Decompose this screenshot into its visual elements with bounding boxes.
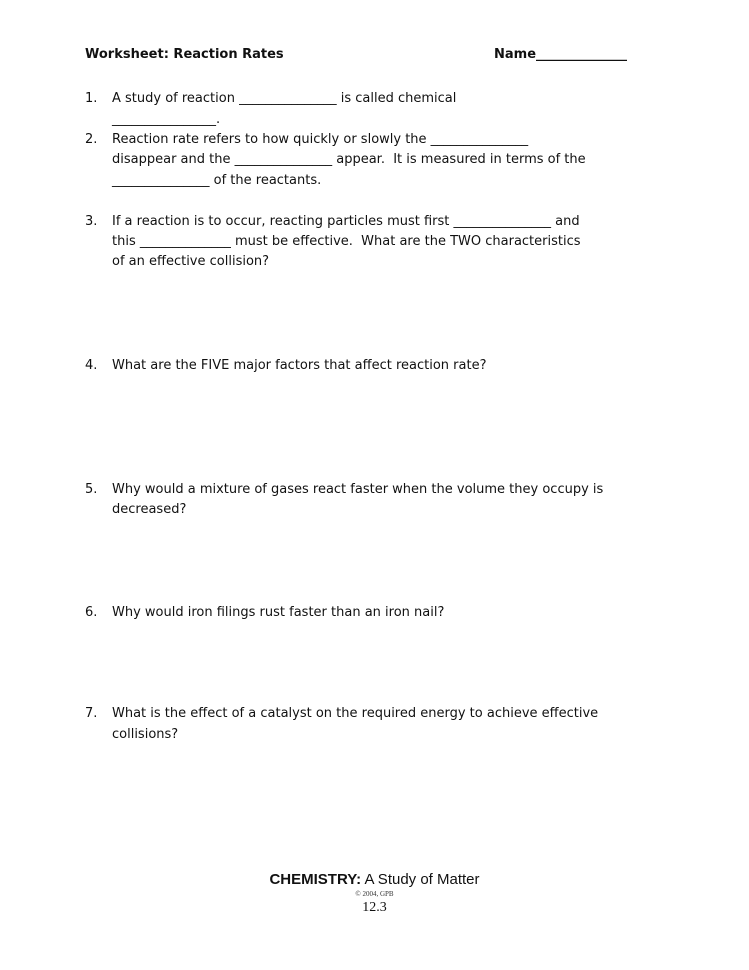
footer-brand <box>0 871 749 888</box>
question-number: 2. <box>85 132 98 147</box>
question-line: A study of reaction _______________ is called chemical <box>112 91 457 106</box>
question-line: Reaction rate refers to how quickly or slowly the _______________ <box>112 132 529 147</box>
footer-copyright: © 2004, GPB <box>355 890 394 898</box>
question-line: this ______________ must be effective. What are the TWO characteristics <box>112 234 581 249</box>
name-field[interactable]: Name______________ <box>494 47 628 62</box>
page-number: 12.3 <box>362 900 387 915</box>
question-line: disappear and the _______________ appear. It is measured in terms of the <box>112 152 586 167</box>
question-number: 1. <box>85 91 98 106</box>
question-line: ________________. <box>112 112 221 127</box>
question-number: 6. <box>85 605 98 620</box>
brand-rest: A Study of Matter <box>361 871 480 888</box>
question-line: decreased? <box>112 502 187 517</box>
brand-bold: CHEMISTRY: <box>269 871 362 888</box>
question-number: 3. <box>85 214 98 229</box>
question-number: 7. <box>85 706 98 721</box>
question-line: Why would iron filings rust faster than an iron nail? <box>112 605 445 620</box>
question-line: of an effective collision? <box>112 254 270 269</box>
question-line: Why would a mixture of gases react faster when the volume they occupy is <box>112 482 604 497</box>
worksheet-title: Worksheet: Reaction Rates <box>85 47 284 62</box>
question-line: collisions? <box>112 727 179 742</box>
question-number: 5. <box>85 482 98 497</box>
question-line: What is the effect of a catalyst on the required energy to achieve effective <box>112 706 599 721</box>
question-line: If a reaction is to occur, reacting particles must first _______________ and <box>112 214 580 229</box>
question-line: What are the FIVE major factors that affect reaction rate? <box>112 358 487 373</box>
question-number: 4. <box>85 358 98 373</box>
question-line: _______________ of the reactants. <box>112 173 322 188</box>
